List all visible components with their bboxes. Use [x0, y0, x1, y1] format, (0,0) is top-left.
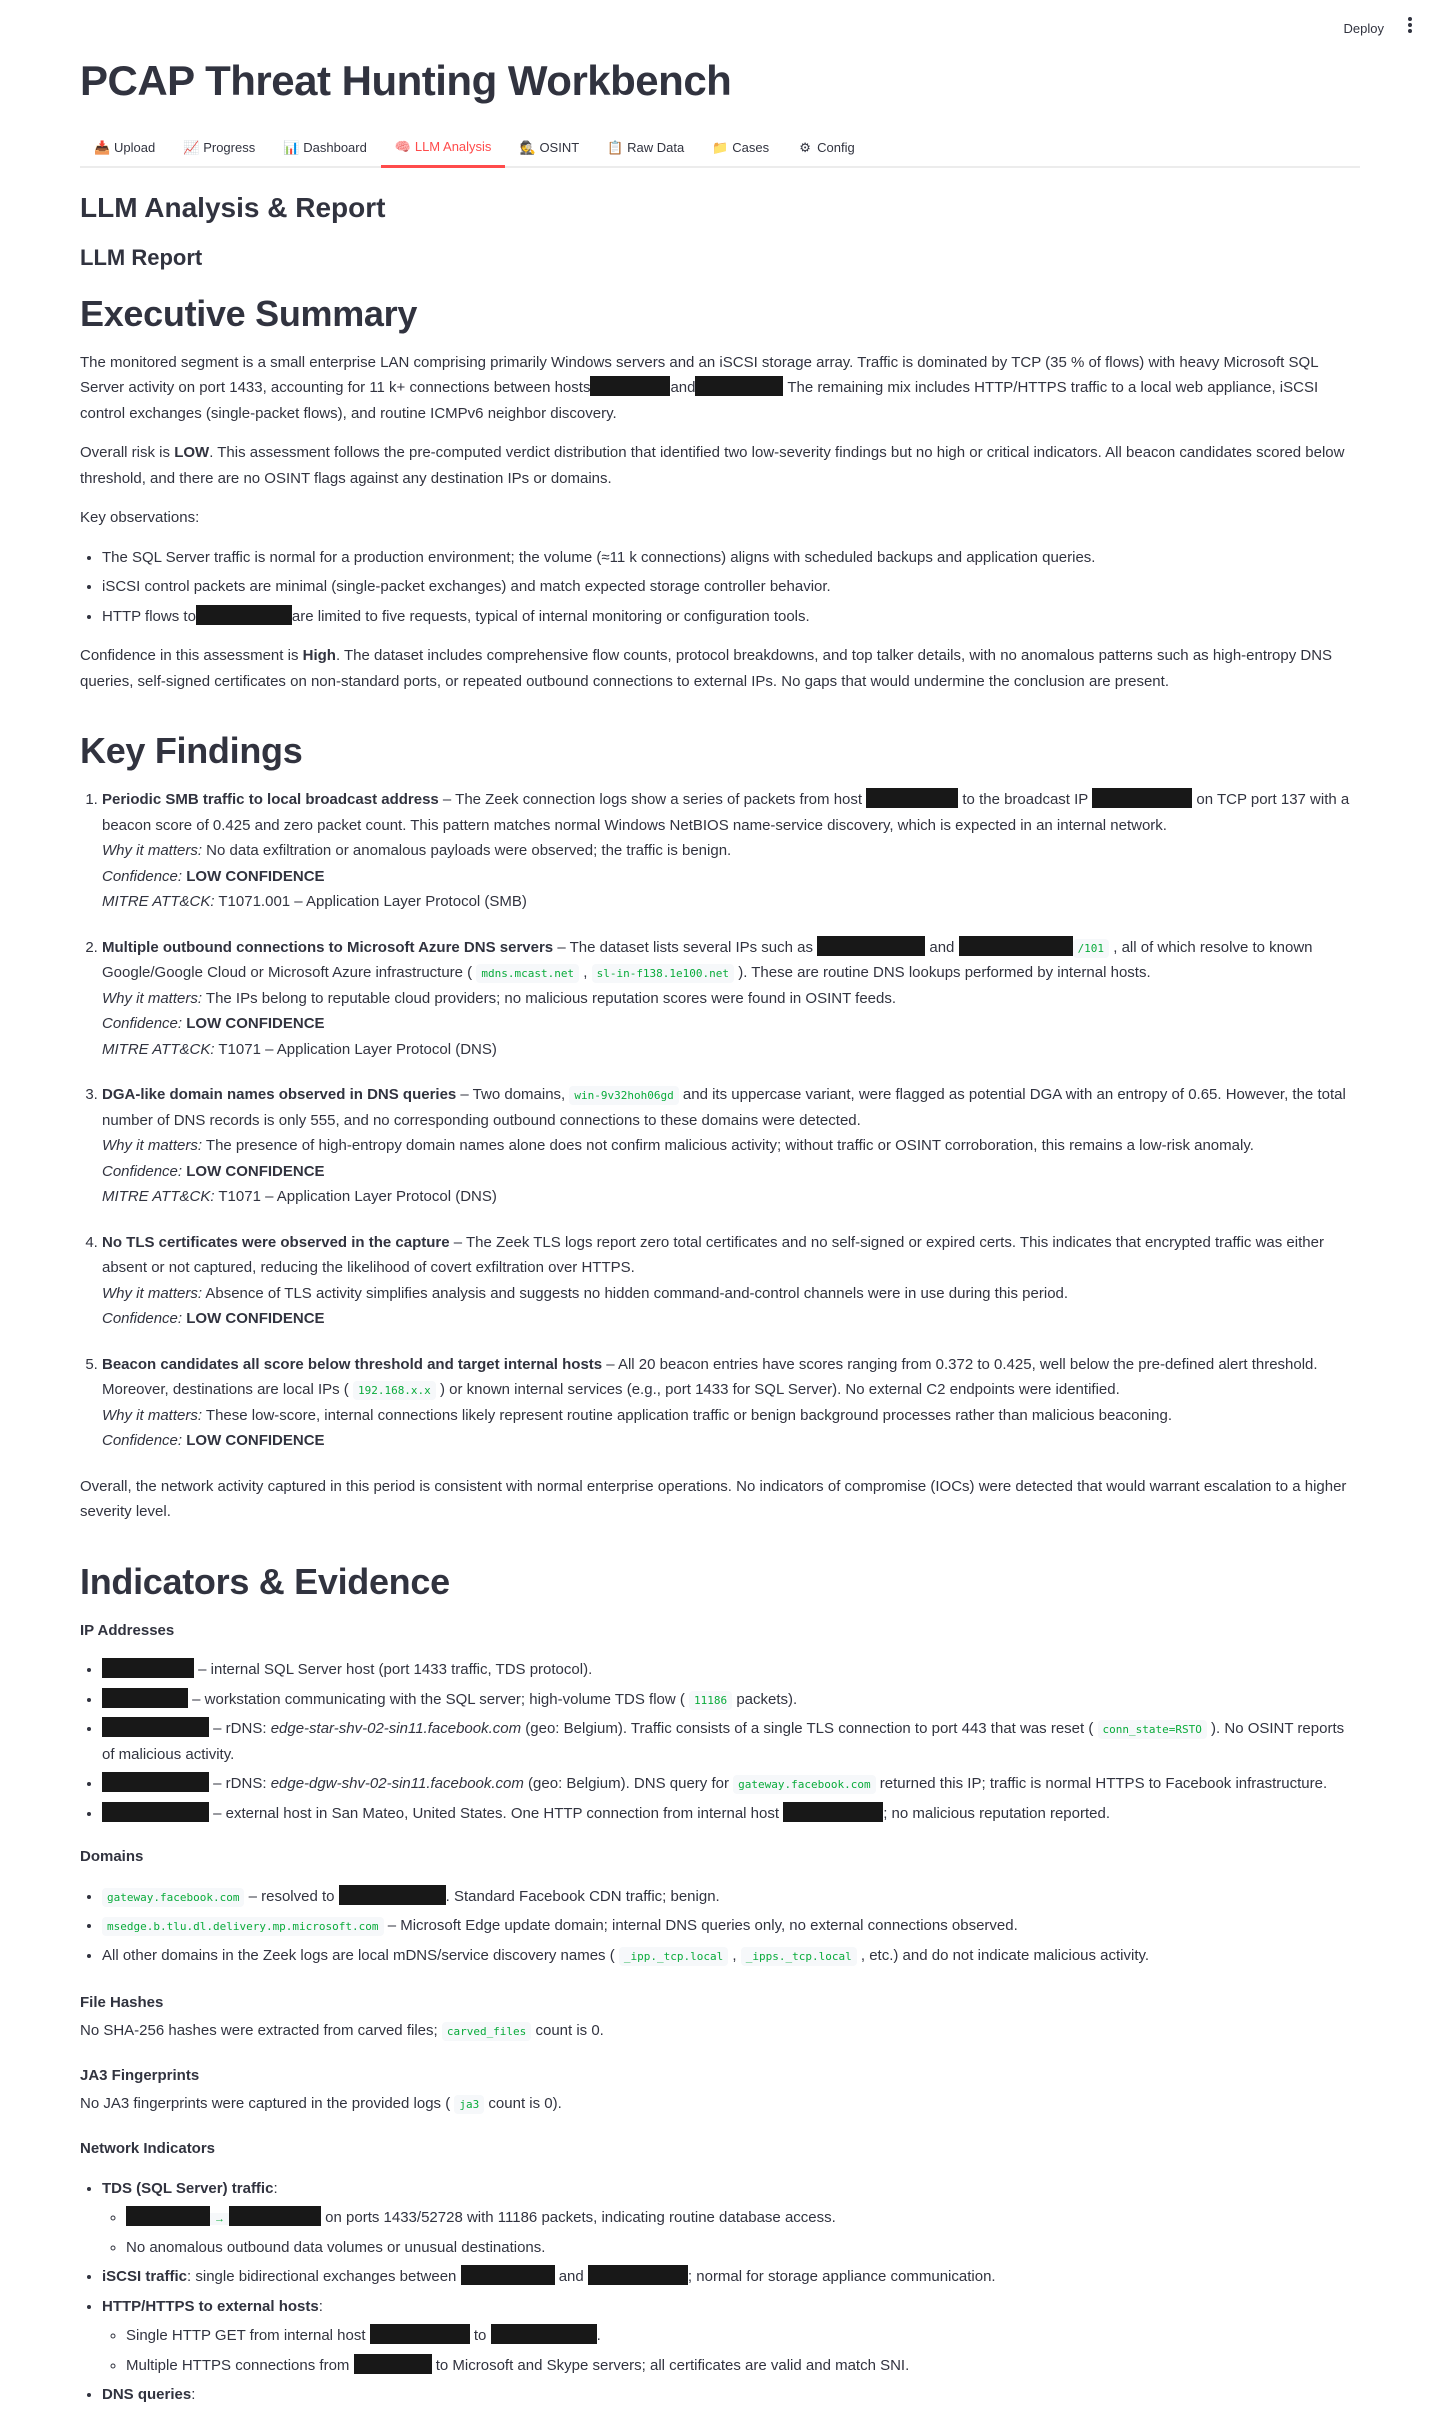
indicators-heading: Indicators & Evidence: [80, 1560, 450, 1602]
findings-list: [80, 787, 1360, 1454]
redacted-ip: [491, 2324, 597, 2344]
tab-label: LLM Analysis: [414, 139, 492, 155]
redacted-ip: [102, 1802, 209, 1822]
list-item: • DNS queries:: [102, 2382, 1360, 2408]
list-item: • All other domains in the Zeek logs are local mDNS/service discovery names ( _ipp._tcp.local , _ipps._tcp.local , etc.) and do not indicate malicious activity.: [102, 1943, 1360, 1969]
list-item: ◦ Multiple HTTPS connections from to Microsoft and Skype servers; all certificates are valid and match SNI.: [126, 2353, 1360, 2379]
bar-chart-icon: 📊: [283, 139, 300, 155]
tab-label: OSINT: [539, 139, 580, 155]
redacted-ip: [229, 2206, 321, 2226]
list-item: • – rDNS: edge-star-shv-02-sin11.facebook.com (geo: Belgium). Traffic consists of a single TLS connection to port 443 that was reset ( conn_state=RSTO ). No OSINT reports of malicious activity.: [102, 1716, 1360, 1767]
list-item: • iSCSI traffic: single bidirectional exchanges between and ; normal for storage appliance communication.: [102, 2264, 1360, 2290]
kebab-menu-icon[interactable]: [1406, 16, 1414, 36]
redacted-ip: [866, 788, 958, 808]
confidence-badge: LOW CONFIDENCE: [186, 1432, 325, 1450]
file-hashes-text: No SHA-256 hashes were extracted from carved files; carved_files count is 0.: [80, 2021, 604, 2039]
redacted-ip: [959, 936, 1073, 956]
page-heading: LLM Analysis & Report: [80, 192, 386, 223]
tab-bar: [80, 130, 1360, 168]
list-item: ◦ → on ports 1433/52728 with 11186 packets, indicating routine database access.: [126, 2205, 1360, 2231]
ja3-text: No JA3 fingerprints were captured in the provided logs ( ja3 count is 0).: [80, 2094, 562, 2112]
tab-raw-data[interactable]: [593, 130, 698, 166]
tab-dashboard[interactable]: [269, 130, 381, 166]
confidence-badge: LOW CONFIDENCE: [186, 1162, 325, 1180]
file-hashes-heading: File Hashes: [80, 1994, 164, 2012]
redacted-ip: [339, 1885, 446, 1905]
gear-icon: ⚙: [799, 139, 811, 155]
tab-label: Cases: [732, 139, 770, 155]
redacted-ip: [102, 1688, 188, 1708]
summary-paragraph-3: Confidence in this assessment is High. The dataset includes comprehensive flow counts, protocol breakdowns, and top talker details, with no anomalous patterns such as high-entropy DNS queries, self-signed certificates on non-standard ports, or repeated outbound connections to external IPs. No gaps that would undermine the conclusion are present.: [80, 647, 1333, 690]
redacted-ip: [354, 2354, 432, 2374]
tab-label: Raw Data: [627, 139, 685, 155]
ja3-heading: JA3 Fingerprints: [80, 2067, 200, 2085]
network-indicators-heading: Network Indicators: [80, 2140, 216, 2158]
list-item: • iSCSI control packets are minimal (single-packet exchanges) and match expected storage controller behavior.: [102, 574, 1360, 600]
list-item: • HTTP/HTTPS to external hosts: ◦ Single HTTP GET from internal host to . ◦ Multiple HTTPS connections from to Microsoft and Skype servers; all certificates are valid and match SNI.: [102, 2294, 1360, 2379]
finding-item: 2. Multiple outbound connections to Microsoft Azure DNS servers – The dataset lists several IPs such as and /101 , all of which resolve to known Google/Google Cloud or Microsoft Azure infrastructure ( mdns.mcast.net , sl-in-f138.1e100.net ). These are routine DNS lookups performed by internal hosts. Why it matters: The IPs belong to reputable cloud providers; no malicious reputation scores were found in OSINT feeds. Confidence: LOW CONFIDENCE MITRE ATT&CK: T1071 – Application Layer Protocol (DNS): [102, 935, 1360, 1063]
tab-llm-analysis[interactable]: [381, 130, 506, 168]
redacted-ip: [102, 1658, 194, 1678]
list-item: ◦ No anomalous outbound data volumes or unusual destinations.: [126, 2235, 1360, 2261]
tab-upload[interactable]: [80, 130, 169, 166]
redacted-ip: [817, 936, 925, 956]
clipboard-icon: 📋: [607, 139, 624, 155]
list-item: • – workstation communicating with the SQL server; high-volume TDS flow ( 11186 packets).: [102, 1687, 1360, 1713]
finding-item: 1. Periodic SMB traffic to local broadcast address – The Zeek connection logs show a series of packets from host to the broadcast IP on TCP port 137 with a beacon score of 0.425 and zero packet count. This pattern matches normal Windows NetBIOS name-service discovery, which is expected in an internal network. Why it matters: No data exfiltration or anomalous payloads were observed; the traffic is benign. Confidence: LOW CONFIDENCE MITRE ATT&CK: T1071.001 – Application Layer Protocol (SMB): [102, 787, 1360, 915]
confidence-badge: LOW CONFIDENCE: [186, 1015, 325, 1033]
findings-closing: Overall, the network activity captured in this period is consistent with normal enterprise operations. No indicators of compromise (IOCs) were detected that would warrant escalation to a higher severity level.: [80, 1477, 1347, 1521]
list-item: ◦ Single HTTP GET from internal host to .: [126, 2323, 1360, 2349]
tab-label: Dashboard: [303, 139, 367, 155]
folder-icon: 📁: [712, 139, 729, 155]
finding-item: 5. Beacon candidates all score below threshold and target internal hosts – All 20 beacon entries have scores ranging from 0.372 to 0.425, well below the pre-defined alert threshold. Moreover, destinations are local IPs ( 192.168.x.x ) or known internal services (e.g., port 1433 for SQL Server). No external C2 endpoints were identified. Why it matters: These low-score, internal connections likely represent routine application traffic or benign background processes rather than malicious beaconing. Confidence: LOW CONFIDENCE: [102, 1352, 1360, 1454]
domains-list: [80, 1884, 1360, 1969]
list-item: • – internal SQL Server host (port 1433 traffic, TDS protocol).: [102, 1657, 1360, 1683]
brain-icon: 🧠: [394, 139, 412, 155]
redacted-ip: [695, 376, 783, 396]
redacted-ip: [370, 2324, 470, 2344]
list-item: • gateway.facebook.com – resolved to . Standard Facebook CDN traffic; benign.: [102, 1884, 1360, 1910]
arrow-right-icon: →: [210, 2213, 229, 2225]
tab-cases[interactable]: [698, 130, 783, 166]
tab-config[interactable]: [783, 130, 869, 166]
list-item: • msedge.b.tlu.dl.delivery.mp.microsoft.com – Microsoft Edge update domain; internal DNS queries only, no external connections observed.: [102, 1913, 1360, 1939]
tab-label: Progress: [203, 139, 256, 155]
tab-label: Config: [817, 139, 855, 155]
redacted-ip: [196, 605, 292, 625]
finding-item: 4. No TLS certificates were observed in the capture – The Zeek TLS logs report zero total certificates and no self-signed or expired certs. This indicates that encrypted traffic was either absent or not captured, reducing the likelihood of covert exfiltration over HTTPS. Why it matters: Absence of TLS activity simplifies analysis and suggests no hidden command-and-control channels were in use during this period. Confidence: LOW CONFIDENCE: [102, 1230, 1360, 1332]
finding-item: 3. DGA-like domain names observed in DNS queries – Two domains, win-9v32hoh06gd and its uppercase variant, were flagged as potential DGA with an entropy of 0.65. However, the total number of DNS records is only 555, and no corresponding outbound connections to these domains were detected. Why it matters: The presence of high-entropy domain names alone does not confirm malicious activity; without traffic or OSINT corroboration, this remains a low-risk anomaly. Confidence: LOW CONFIDENCE MITRE ATT&CK: T1071 – Application Layer Protocol (DNS): [102, 1082, 1360, 1210]
observations-list: [80, 545, 1360, 630]
report-content: [80, 190, 1360, 2422]
confidence-level: High: [302, 647, 336, 665]
summary-paragraph-2: Overall risk is LOW. This assessment follows the pre-computed verdict distribution that identified two low-severity findings but no high or critical indicators. All beacon candidates scored below threshold, and there are no OSINT flags against any destination IPs or domains.: [80, 444, 1345, 487]
network-indicators-list: [80, 2176, 1360, 2408]
confidence-badge: LOW CONFIDENCE: [186, 1310, 325, 1328]
tab-osint[interactable]: [505, 130, 593, 166]
list-item: • – rDNS: edge-dgw-shv-02-sin11.facebook.com (geo: Belgium). DNS query for gateway.facebook.com returned this IP; traffic is normal HTTPS to Facebook infrastructure.: [102, 1771, 1360, 1797]
risk-level: LOW: [174, 444, 210, 462]
redacted-ip: [588, 2265, 688, 2285]
tab-label: Upload: [114, 139, 156, 155]
tab-progress[interactable]: [169, 130, 269, 166]
detective-icon: 🕵: [519, 139, 536, 155]
report-subheading: LLM Report: [80, 245, 203, 271]
executive-summary-heading: Executive Summary: [80, 292, 418, 334]
list-item: • HTTP flows to are limited to five requests, typical of internal monitoring or configuration tools.: [102, 604, 1360, 630]
inbox-tray-icon: 📥: [94, 139, 111, 155]
redacted-ip: [102, 1717, 209, 1737]
key-observations-label: Key observations:: [80, 509, 200, 527]
domains-heading: Domains: [80, 1848, 144, 1866]
redacted-ip: [590, 376, 670, 396]
key-findings-heading: Key Findings: [80, 730, 303, 772]
chart-up-icon: 📈: [183, 139, 200, 155]
ip-list: [80, 1657, 1360, 1826]
ip-addresses-heading: IP Addresses: [80, 1621, 175, 1639]
list-item: • – external host in San Mateo, United States. One HTTP connection from internal host ; no malicious reputation reported.: [102, 1801, 1360, 1827]
list-item: • TDS (SQL Server) traffic: ◦ → on ports 1433/52728 with 11186 packets, indicating routine database access. ◦ No anomalous outbound data volumes or unusual destinations.: [102, 2176, 1360, 2261]
deploy-button[interactable]: Deploy: [1343, 21, 1384, 36]
app-title: PCAP Threat Hunting Workbench: [80, 57, 732, 104]
redacted-ip: [783, 1802, 883, 1822]
redacted-ip: [102, 1772, 209, 1792]
summary-paragraph-1: The monitored segment is a small enterprise LAN comprising primarily Windows servers and an iSCSI storage array. Traffic is dominated by TCP (35 % of flows) with heavy Microsoft SQL Server activity on port 1433, accounting for 11 k+ connections between hosts and The remaining mix includes HTTP/HTTPS traffic to a local web appliance, iSCSI control exchanges (single-packet flows), and routine ICMPv6 neighbor discovery.: [80, 353, 1319, 422]
top-toolbar: [0, 0, 1440, 56]
confidence-badge: LOW CONFIDENCE: [186, 867, 325, 885]
redacted-ip: [461, 2265, 555, 2285]
list-item: • The SQL Server traffic is normal for a production environment; the volume (≈11 k connections) aligns with scheduled backups and application queries.: [102, 545, 1360, 571]
redacted-ip: [1092, 788, 1192, 808]
redacted-ip: [126, 2206, 210, 2226]
